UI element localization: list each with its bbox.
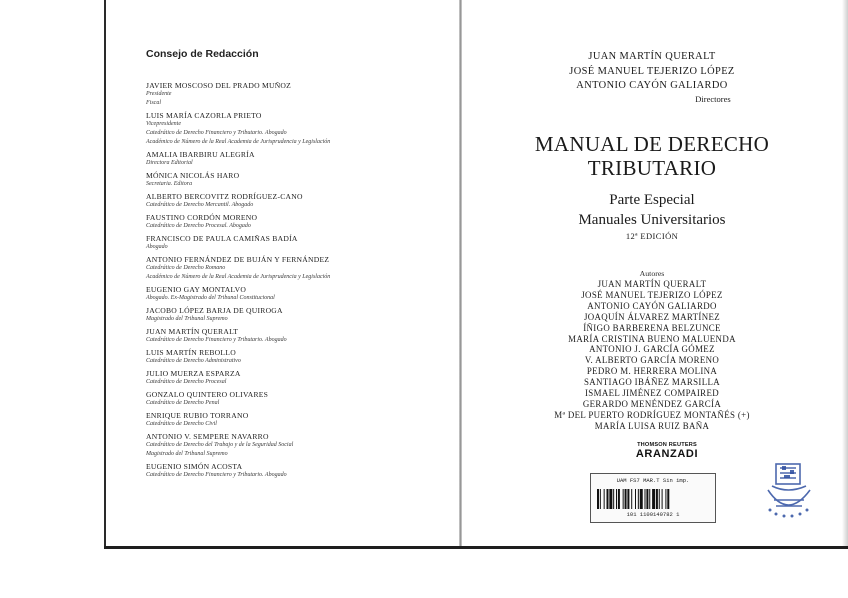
barcode-bar bbox=[609, 489, 612, 509]
council-member bbox=[146, 433, 446, 459]
author-name: ANTONIO J. GARCÍA GÓMEZ bbox=[589, 344, 715, 355]
publisher-logo bbox=[622, 442, 712, 460]
council-member bbox=[146, 370, 446, 387]
publisher-name: ARANZADI bbox=[635, 448, 699, 460]
author-name: JOSÉ MANUEL TEJERIZO LÓPEZ bbox=[581, 289, 723, 300]
barcode-bar bbox=[656, 489, 658, 509]
library-barcode-label bbox=[590, 473, 716, 523]
barcode-bar bbox=[640, 489, 643, 509]
member-role: Catedrático de Derecho Procesal. Abogado bbox=[146, 223, 251, 230]
council-member bbox=[146, 328, 446, 345]
council-member bbox=[146, 112, 446, 147]
barcode-icon bbox=[597, 489, 709, 509]
barcode-bar bbox=[597, 489, 599, 509]
barcode-bar bbox=[665, 489, 666, 509]
barcode-bar bbox=[652, 489, 655, 509]
council-member bbox=[146, 391, 446, 408]
member-role: Fiscal bbox=[146, 100, 161, 107]
member-role: Catedrático de Derecho Penal bbox=[146, 399, 220, 406]
subtitle-line: Manuales Universitarios bbox=[578, 212, 726, 228]
member-role: Catedrático de Derecho Mercantil. Abogado bbox=[146, 202, 254, 209]
author-name: JUAN MARTÍN QUERALT bbox=[597, 279, 707, 289]
council-member bbox=[146, 463, 446, 480]
author-name: ÍÑIGO BARBERENA BELZUNCE bbox=[583, 322, 721, 333]
member-name: FRANCISCO DE PAULA CAMIÑAS BADÍA bbox=[146, 233, 298, 243]
council-member bbox=[146, 82, 446, 108]
council-member bbox=[146, 412, 446, 429]
council-member bbox=[146, 349, 446, 366]
subtitle-line: Parte Especial bbox=[609, 192, 695, 208]
author-name: GERARDO MENÉNDEZ GARCÍA bbox=[582, 398, 722, 409]
author-name: PEDRO M. HERRERA MOLINA bbox=[586, 366, 718, 377]
member-role: Académico de Número de la Real Academia de Jurisprudencia y Legislación bbox=[146, 273, 331, 280]
barcode-bar bbox=[613, 489, 614, 509]
barcode-bar bbox=[607, 489, 609, 509]
member-role: Magistrado del Tribunal Supremo bbox=[146, 315, 228, 322]
barcode-bar bbox=[618, 489, 620, 509]
title-line: MANUAL DE DERECHO bbox=[534, 132, 770, 156]
director-name: JOSÉ MANUEL TEJERIZO LÓPEZ bbox=[569, 65, 735, 77]
authors-block bbox=[462, 269, 842, 432]
author-name: ISMAEL JIMÉNEZ COMPAIRED bbox=[585, 388, 719, 399]
member-name: JACOBO LÓPEZ BARJA DE QUIROGA bbox=[146, 305, 283, 315]
authors-label: Autores bbox=[639, 269, 665, 278]
member-name: ENRIQUE RUBIO TORRANO bbox=[146, 410, 249, 420]
authors-list bbox=[462, 279, 842, 432]
barcode-bar bbox=[604, 489, 605, 509]
member-role: Catedrático de Derecho Civil bbox=[146, 420, 217, 427]
barcode-header: UAM FS7 MAR.T Sin imp. bbox=[616, 477, 690, 484]
member-role: Catedrático de Derecho Financiero y Tributario. Abogado bbox=[146, 471, 287, 478]
page-edge-right bbox=[842, 0, 848, 548]
barcode-bar bbox=[623, 489, 624, 509]
barcode-bar bbox=[659, 489, 660, 509]
member-name: MÓNICA NICOLÁS HARO bbox=[146, 170, 240, 180]
member-role: Presidente bbox=[146, 91, 172, 98]
author-name: ANTONIO CAYÓN GALIARDO bbox=[587, 300, 717, 311]
member-name: EUGENIO GAY MONTALVO bbox=[146, 284, 247, 294]
right-page bbox=[462, 0, 842, 548]
member-name: JAVIER MOSCOSO DEL PRADO MUÑOZ bbox=[146, 81, 292, 90]
council-member bbox=[146, 256, 446, 282]
member-role: Vicepresidente bbox=[146, 121, 181, 128]
member-role: Académico de Número de la Real Academia de Jurisprudencia y Legislación bbox=[146, 139, 331, 146]
directors-label: Directores bbox=[695, 93, 731, 104]
council-members-list bbox=[146, 82, 446, 479]
author-name: MARÍA CRISTINA BUENO MALUENDA bbox=[568, 333, 736, 344]
member-name: ALBERTO BERCOVITZ RODRÍGUEZ-CANO bbox=[146, 191, 303, 201]
book-title bbox=[462, 132, 842, 180]
author-name: JOAQUÍN ÁLVAREZ MARTÍNEZ bbox=[583, 311, 721, 322]
member-name: JUAN MARTÍN QUERALT bbox=[146, 326, 239, 336]
member-name: FAUSTINO CORDÓN MORENO bbox=[146, 212, 258, 222]
barcode-number: 101 1100140782 1 bbox=[626, 511, 680, 518]
author-name: SANTIAGO IBÁÑEZ MARSILLA bbox=[583, 377, 721, 388]
member-name: AMALIA IBARBIRU ALEGRÍA bbox=[146, 149, 255, 159]
barcode-bar bbox=[600, 489, 601, 509]
author-name: MARÍA LUISA RUIZ BAÑA bbox=[594, 420, 710, 431]
edition-label: 12ª EDICIÓN bbox=[625, 231, 679, 241]
directors-block bbox=[462, 50, 842, 104]
member-role: Secretaria. Editora bbox=[146, 181, 193, 188]
page-edge-left bbox=[104, 0, 106, 548]
director-name: JUAN MARTÍN QUERALT bbox=[588, 51, 716, 62]
council-member bbox=[146, 151, 446, 168]
council-member bbox=[146, 172, 446, 189]
book-subtitle bbox=[462, 190, 842, 241]
member-name: JULIO MUERZA ESPARZA bbox=[146, 368, 241, 378]
barcode-bar bbox=[638, 489, 639, 509]
council-member bbox=[146, 235, 446, 252]
member-role: Magistrado del Tribunal Supremo bbox=[146, 450, 228, 457]
member-role: Directora Editorial bbox=[146, 160, 193, 167]
member-role: Catedrático de Derecho Administrativo bbox=[146, 357, 241, 364]
member-role: Abogado bbox=[146, 244, 168, 250]
barcode-bar bbox=[646, 489, 648, 509]
left-page bbox=[146, 48, 446, 484]
member-name: EUGENIO SIMÓN ACOSTA bbox=[146, 461, 243, 471]
member-role: Catedrático de Derecho Financiero y Tributario. Abogado bbox=[146, 130, 287, 137]
publisher-parent: THOMSON REUTERS bbox=[637, 442, 697, 448]
barcode-bar bbox=[625, 489, 627, 509]
member-name: LUIS MARTÍN REBOLLO bbox=[146, 347, 236, 357]
member-name: LUIS MARÍA CAZORLA PRIETO bbox=[146, 110, 262, 120]
member-role: Abogado. Ex-Magistrado del Tribunal Constitucional bbox=[146, 294, 275, 301]
council-member bbox=[146, 214, 446, 231]
council-member bbox=[146, 307, 446, 324]
barcode-bar bbox=[627, 489, 629, 509]
title-line: TRIBUTARIO bbox=[587, 156, 717, 180]
barcode-bar bbox=[649, 489, 650, 509]
member-role: Catedrático de Derecho del Trabajo y de la Seguridad Social bbox=[146, 441, 294, 448]
member-role: Catedrático de Derecho Financiero y Tributario. Abogado bbox=[146, 336, 287, 343]
barcode-bar bbox=[616, 489, 617, 509]
council-member bbox=[146, 193, 446, 210]
barcode-bar bbox=[662, 489, 663, 509]
author-name: Mª DEL PUERTO RODRÍGUEZ MONTAÑÉS (+) bbox=[554, 409, 750, 420]
council-heading: Consejo de Redacción bbox=[146, 48, 259, 60]
barcode-bar bbox=[645, 489, 646, 509]
council-member bbox=[146, 286, 446, 303]
member-role: Catedrático de Derecho Procesal bbox=[146, 378, 227, 385]
barcode-bar bbox=[631, 489, 632, 509]
director-name: ANTONIO CAYÓN GALIARDO bbox=[576, 80, 728, 91]
library-stamp-icon bbox=[762, 460, 816, 520]
author-name: V. ALBERTO GARCÍA MORENO bbox=[584, 355, 720, 366]
barcode-bar bbox=[635, 489, 636, 509]
barcode-bar bbox=[667, 489, 669, 509]
member-name: GONZALO QUINTERO OLIVARES bbox=[146, 389, 269, 399]
member-name: ANTONIO FERNÁNDEZ DE BUJÁN Y FERNÁNDEZ bbox=[146, 254, 330, 264]
member-role: Catedrático de Derecho Romano bbox=[146, 264, 226, 271]
member-name: ANTONIO V. SEMPERE NAVARRO bbox=[146, 431, 269, 441]
